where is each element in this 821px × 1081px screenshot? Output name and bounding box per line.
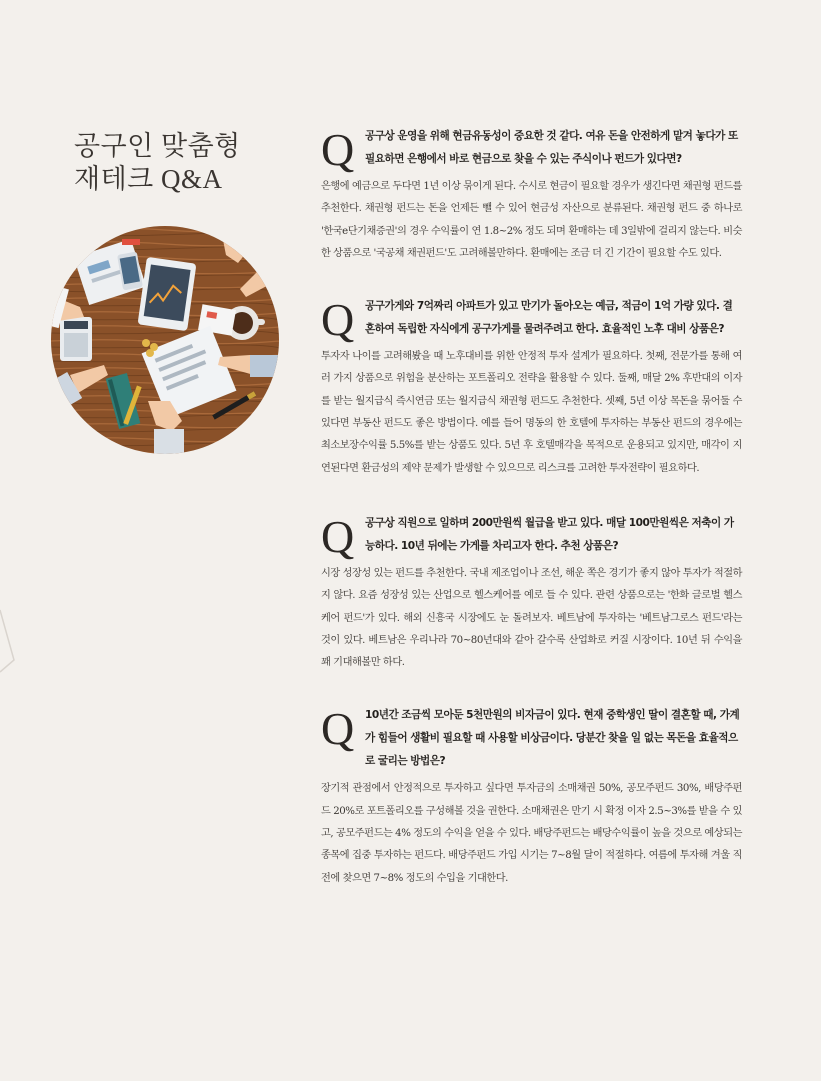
question-text: 10년간 조금씩 모아둔 5천만원의 비자금이 있다. 현재 중학생인 딸이 결혼할 때, 가계가 힘들어 생활비 필요할 때 사용할 비상금이다. 당분간 찾을 일 없는 목돈을 효율적으로 굴리는 방법은? xyxy=(365,709,740,768)
question-mark-letter: Q xyxy=(321,510,355,562)
page-title-line2: 재테크 Q&A xyxy=(74,164,223,194)
page-title-line1: 공구인 맞춤형 xyxy=(74,131,241,161)
qa-item xyxy=(321,704,742,889)
question-text: 공구가게와 7억짜리 아파트가 있고 만기가 돌아오는 예금, 적금이 1억 가량 있다. 결혼하여 독립한 자식에게 공구가게를 물려주려고 한다. 효율적인 노후 대비 상품은? xyxy=(365,300,733,336)
answer-text: 은행에 예금으로 두다면 1년 이상 묶이게 된다. 수시로 현금이 필요할 경우가 생긴다면 채권형 펀드를 추천한다. 채권형 펀드는 돈을 언제든 뺄 수 있어 현금성 자산으로 분류된다. 채권형 펀드 중 하나로 '한국e단기채증권'의 경우 수익률이 연 1.8~2% 정도 되며 환매하는 데 3일밖에 걸리지 않는다. 비슷한 상품으로 '국공채 채권펀드'도 고려해볼만하다. 환매에는 조금 더 긴 기간이 필요할 수도 있다. xyxy=(321,181,742,259)
page-title xyxy=(74,130,274,196)
question-text: 공구상 직원으로 일하며 200만원씩 월급을 받고 있다. 매달 100만원씩은 저축이 가능하다. 10년 뒤에는 가게를 차리고자 한다. 추천 상품은? xyxy=(365,516,734,552)
question-mark-letter: Q xyxy=(321,703,355,755)
qa-column xyxy=(321,125,742,890)
meeting-table-illustration xyxy=(50,225,280,455)
tablet-icon xyxy=(138,257,197,331)
question-mark-letter: Q xyxy=(321,124,355,175)
question-mark-letter: Q xyxy=(321,294,355,346)
question-text: 공구상 운영을 위해 현금유동성이 중요한 것 같다. 여유 돈을 안전하게 맡겨 놓다가 또 필요하면 은행에서 바로 현금으로 찾을 수 있는 주식이나 펀드가 있다면? xyxy=(365,130,738,165)
qa-item xyxy=(321,295,742,480)
qa-item xyxy=(321,125,742,265)
answer-text: 투자자 나이를 고려해봤을 때 노후대비를 위한 안정적 투자 설계가 필요하다. 첫째, 전문가를 통해 여러 가지 상품으로 위험을 분산하는 포트폴리오 전략을 활용할 수 있다. 둘째, 매달 2% 후반대의 이자를 받는 월지급식 즉시연금 또는 월지급식 채권형 펀드도 추천한다. 셋째, 5년 이상 목돈을 묶어둘 수 있다면 부동산 펀드도 좋은 방법이다. 예를 들어 명동의 한 호텔에 투자하는 부동산 펀드의 경우에는 최소보장수익률 5.5%를 받는 상품도 있다. 5년 후 호텔매각을 목적으로 운용되고 있지만, 매각이 지연된다면 환금성의 제약 문제가 발생할 수 있으므로 리스크를 고려한 투자전략이 필요하다. xyxy=(321,351,742,474)
marker-icon xyxy=(122,239,140,245)
answer-text: 장기적 관점에서 안정적으로 투자하고 싶다면 투자금의 소매채권 50%, 공모주펀드 30%, 배당주펀드 20%로 포트폴리오를 구성해볼 것을 권한다. 소매채권은 만기 시 확정 이자 2.5~3%를 받을 수 있고, 공모주펀드는 4% 정도의 수익을 얻을 수 있다. 배당주펀드는 배당수익률이 높을 것으로 예상되는 종목에 집중 투자하는 펀드다. 배당주펀드 가입 시기는 7~8월 달이 적절하다. 여름에 투자해 겨울 직전에 찾으면 7~8% 정도의 수입을 기대한다. xyxy=(321,783,742,884)
page-edge-decoration xyxy=(0,600,22,680)
qa-item xyxy=(321,512,742,674)
answer-text: 시장 성장성 있는 펀드를 추천한다. 국내 제조업이나 조선, 해운 쪽은 경기가 좋지 않아 투자가 적절하지 않다. 요즘 성장성 있는 산업으로 헬스케어를 예로 들 수 있다. 관련 상품으로는 '한화 글로벌 헬스케어 펀드'가 있다. 해외 신흥국 시장에도 눈 돌려보자. 베트남에 투자하는 '베트남그로스 펀드'라는 것이 있다. 베트남은 우리나라 70~80년대와 같아 갈수록 산업화로 커질 시장이다. 10년 뒤 수익을 꽤 기대해볼만 하다. xyxy=(321,567,742,669)
calculator-icon xyxy=(60,317,92,361)
